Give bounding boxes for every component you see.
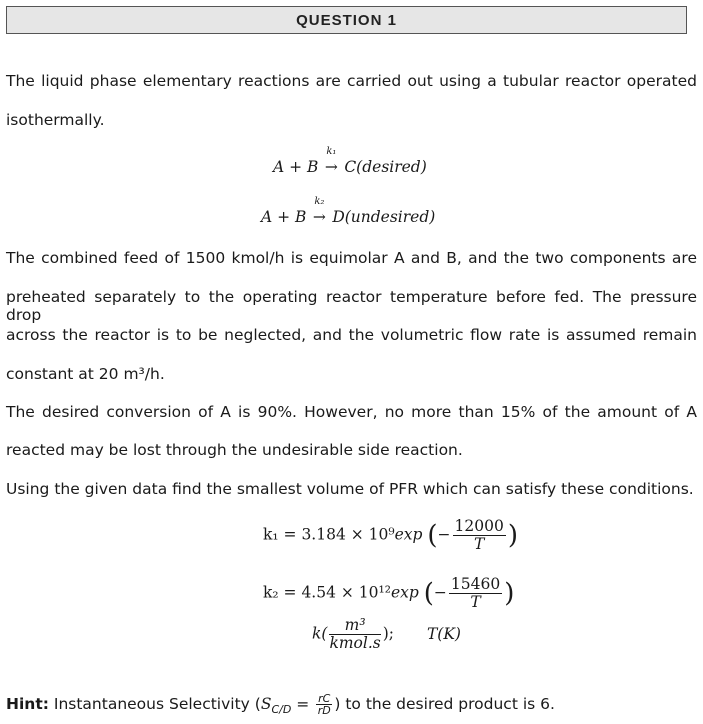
hint-ratio [316,693,332,716]
question-title: QUESTION 1 [296,12,397,29]
reaction-2 [261,196,436,226]
units-temperature: T(K) [426,624,461,643]
reaction-2-lhs: A + B [261,208,307,226]
k1-fraction [453,518,506,553]
k1-equation: k₁ = 3.184 × 10⁹exp (− $\frac{12000}{T}$ ) [263,517,519,553]
paragraph-1-line-2: isothermally. [6,111,105,129]
hint-selectivity-symbol: S [260,695,272,713]
units-k-prefix: k( [312,624,328,643]
hint-ratio-numerator: rC [318,692,331,705]
paragraph-2-line-4: constant at 20 m³/h. [6,365,165,383]
paragraph-1-line-1: The liquid phase elementary reactions are carried out using a tubular reactor operated [6,72,697,90]
reaction-2-rate-label: k₂ [314,196,325,207]
units-denominator: kmol.s [329,634,381,652]
k1-lhs: k₁ = 3.184 × 10⁹ [263,525,395,544]
reaction-1-product: C(desired) [344,158,427,176]
units-numerator: m³ [329,617,380,635]
units-fraction [329,617,380,652]
paragraph-2-line-3: across the reactor is to be neglected, and the volumetric flow rate is assumed remain [6,326,697,344]
reaction-2-arrow: k₂ → [312,196,326,226]
units-k-suffix: ); [382,624,394,643]
k1-numerator: 12000 [454,517,504,535]
k2-numerator: 15460 [450,575,501,593]
hint-text-after: ) to the desired product is 6. [334,695,555,713]
k2-denominator: T [470,593,481,611]
reaction-1-arrow: k₁ → [324,146,338,176]
hint-label: Hint: [6,695,49,713]
k2-equation: k₂ = 4.54 × 10¹²exp (− $\frac{15460}{T}$ ) [263,575,515,611]
paragraph-3-line-2: reacted may be lost through the undesirable side reaction. [6,441,463,459]
k2-exp: exp [390,583,419,602]
k2-lhs: k₂ = 4.54 × 10¹² [263,583,391,602]
paragraph-3-line-1: The desired conversion of A is 90%. However, no more than 15% of the amount of A [6,403,697,421]
hint-ratio-denominator: rD [317,704,331,717]
hint-equals: = [291,695,315,713]
hint-line [6,693,555,716]
question-banner [6,6,687,34]
reaction-1 [273,146,427,176]
units-line [312,617,461,652]
reaction-1-lhs: A + B [273,158,319,176]
reaction-2-product: D(undesired) [332,208,436,226]
k1-denominator: T [474,535,485,553]
paragraph-4-line-1: Using the given data find the smallest volume of PFR which can satisfy these conditions. [6,480,694,498]
reaction-1-rate-label: k₁ [326,146,337,157]
hint-subscript: C/D [271,703,292,717]
hint-text-before: Instantaneous Selectivity ( [53,695,261,713]
k2-fraction [449,576,502,611]
k1-exp: exp [394,525,423,544]
paragraph-2-line-2: preheated separately to the operating reactor temperature before fed. The pressure drop [6,288,697,324]
paragraph-2-line-1: The combined feed of 1500 kmol/h is equimolar A and B, and the two components are [6,249,697,267]
